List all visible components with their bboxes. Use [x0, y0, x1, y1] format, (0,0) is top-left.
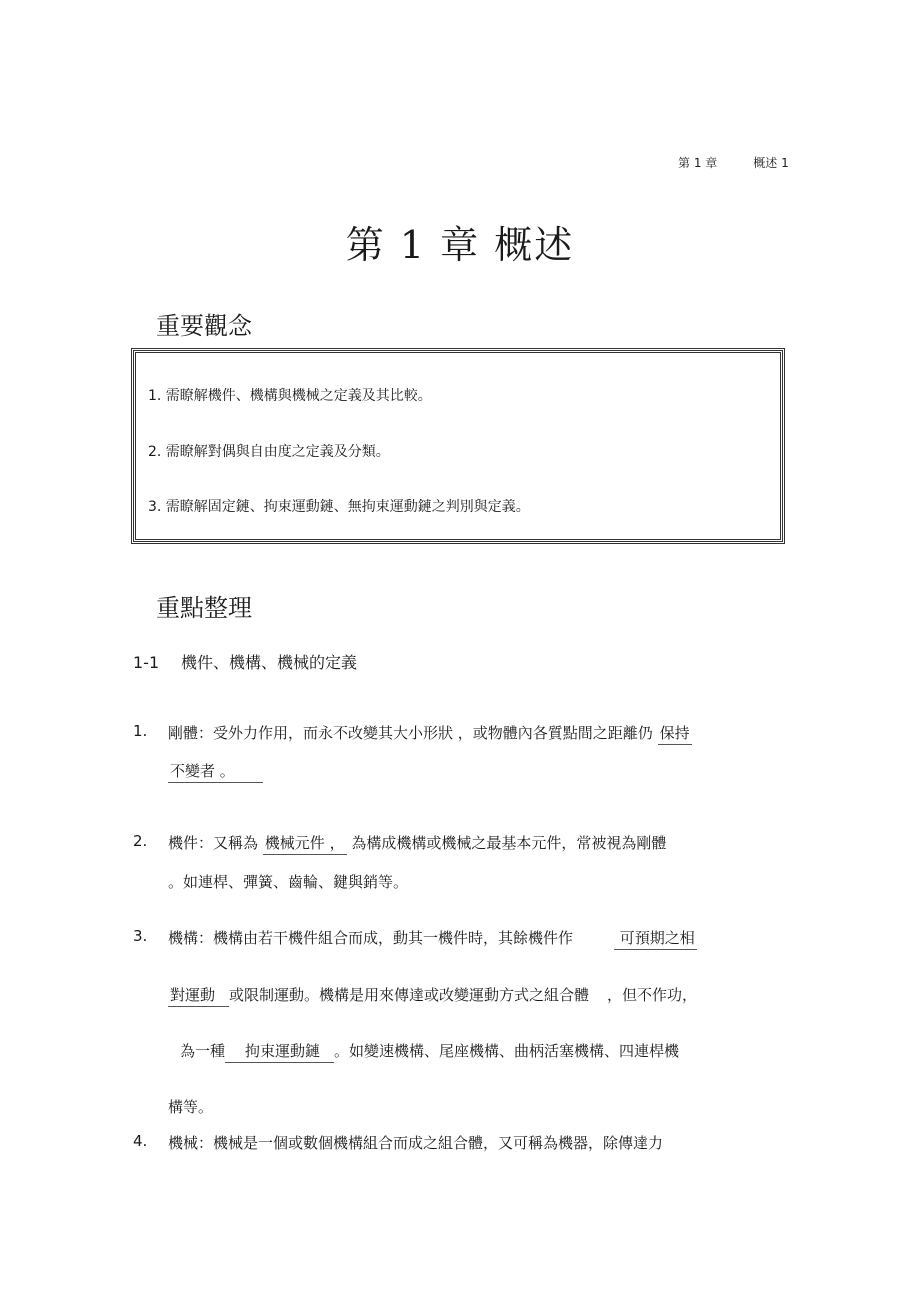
item-number-4: 4. — [133, 1132, 148, 1150]
item-3-blank-b: 對運動 — [168, 984, 229, 1007]
item-3-text-2: 或限制運動。機構是用來傳達或改變運動方式之組合體 — [229, 986, 590, 1004]
item-2-suffix: 為構成機構或機械之最基本元件，常被視為剛體 — [351, 834, 667, 852]
header-chapter: 第 1 章 — [678, 156, 718, 170]
concept-item-3: 3. 需瞭解固定鏈、拘束運動鏈、無拘束運動鏈之判別與定義。 — [148, 499, 530, 515]
item-3-line-1 — [168, 927, 697, 950]
item-2-prefix: 機件：又稱為 — [168, 834, 259, 852]
item-1-line-2 — [168, 760, 263, 783]
running-header — [678, 154, 789, 171]
item-3-blank-a: 可預期之相 — [614, 927, 697, 950]
item-3-prefix-3: 為一種 — [180, 1042, 226, 1060]
item-2-blank: 機械元件 ， — [263, 832, 347, 855]
chapter-title: 第 1 章 概述 — [345, 223, 575, 267]
item-3-blank-c: 拘束運動鏈 — [225, 1040, 334, 1063]
item-3-tail: ，但不作功， — [607, 986, 698, 1004]
concept-item-2: 2. 需瞭解對偶與自由度之定義及分類。 — [148, 444, 390, 460]
key-points-heading: 重點整理 — [156, 594, 252, 622]
header-section: 概述 1 — [753, 156, 789, 170]
important-concepts-heading: 重要觀念 — [156, 312, 252, 340]
item-number-1: 1. — [133, 722, 148, 740]
item-number-2: 2. — [133, 832, 148, 850]
item-3-suffix-3: 。如變速機構、尾座機構、曲柄活塞機構、四連桿機 — [334, 1042, 680, 1060]
item-number-3: 3. — [133, 927, 148, 945]
subsection-number: 1-1 — [133, 653, 160, 672]
item-3-line-4: 構等。 — [168, 1098, 214, 1116]
item-1-text: 剛體：受外力作用，而永不改變其大小形狀 ，或物體內各質點間之距離仍 — [168, 724, 653, 742]
item-4-line-1: 機械：機械是一個或數個機構組合而成之組合體，又可稱為機器，除傳達力 — [168, 1134, 664, 1152]
subsection-label: 機件、機構、機械的定義 — [181, 653, 358, 672]
concept-item-1: 1. 需瞭解機件、機構與機械之定義及其比較。 — [148, 388, 432, 404]
item-3-line-3 — [180, 1040, 679, 1063]
item-3-text: 機構：機構由若干機件組合而成，動其一機件時，其餘機件作 — [168, 929, 574, 947]
item-1-blank-a: 保持 — [658, 722, 692, 745]
item-1-blank-b: 不變者 。 — [168, 760, 263, 783]
item-2-line-1 — [168, 832, 666, 855]
item-2-line-2: 。如連桿、彈簧、齒輪、鍵與銷等。 — [168, 873, 409, 891]
item-3-line-2 — [168, 984, 697, 1007]
item-1-line-1 — [168, 722, 692, 745]
important-concepts-box — [133, 350, 783, 542]
subsection-title — [133, 650, 357, 673]
